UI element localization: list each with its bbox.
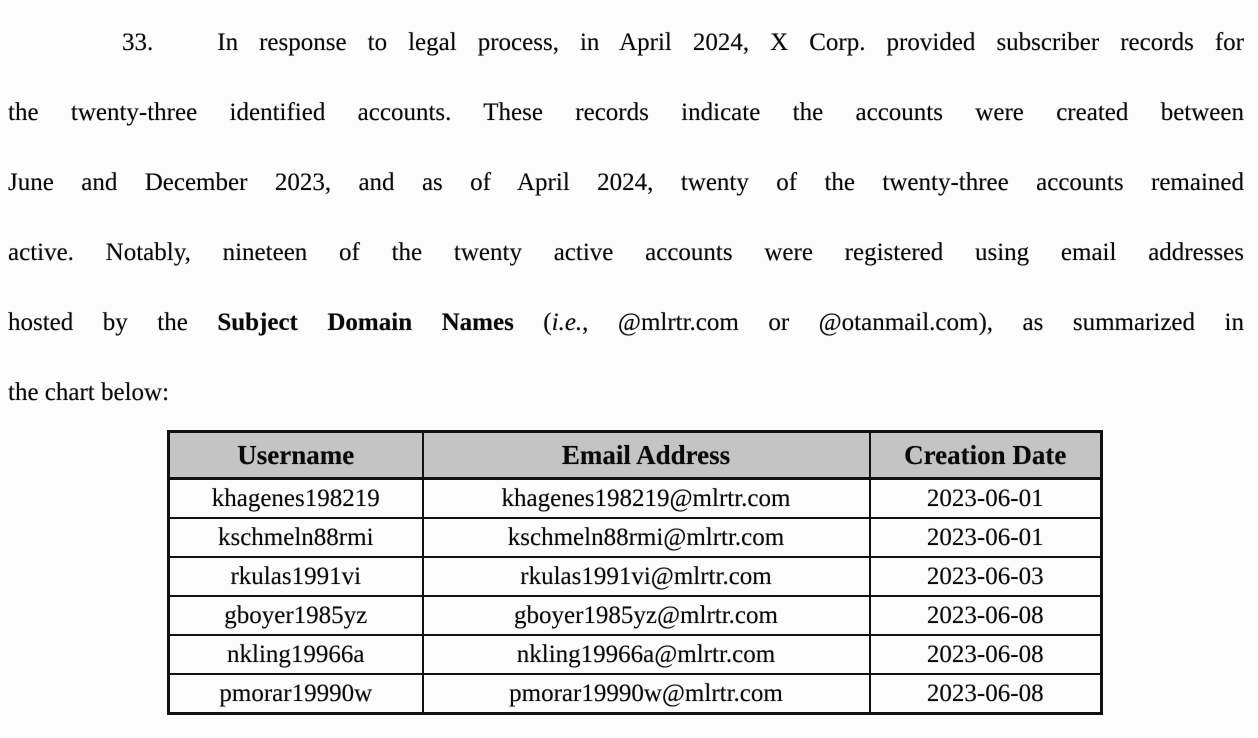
- email-cell: kschmeln88rmi@mlrtr.com: [423, 518, 870, 557]
- email-cell: rkulas1991vi@mlrtr.com: [423, 557, 870, 596]
- table-row: [169, 635, 1102, 674]
- creation-date-cell: 2023-06-01: [870, 518, 1102, 557]
- creation-date-cell: 2023-06-01: [870, 479, 1102, 519]
- table-header-row: [169, 432, 1102, 479]
- creation-date-cell: 2023-06-03: [870, 557, 1102, 596]
- col-header-creation-date: Creation Date: [870, 432, 1102, 479]
- accounts-table: [167, 430, 1103, 715]
- creation-date-cell: 2023-06-08: [870, 674, 1102, 714]
- username-cell: kschmeln88rmi: [169, 518, 423, 557]
- col-header-email-address: Email Address: [423, 432, 870, 479]
- ie-italic: i.e.: [551, 309, 583, 336]
- subject-domain-names-bold: Subject Domain Names: [217, 309, 514, 336]
- accounts-table-body: [169, 479, 1102, 714]
- paragraph-line-5: [8, 288, 1244, 358]
- email-cell: khagenes198219@mlrtr.com: [423, 479, 870, 519]
- paragraph-line-1-text: In response to legal process, in April 2024, X Corp. provided subscriber records for: [217, 29, 1244, 56]
- paragraph-number: 33.: [122, 29, 154, 56]
- paragraph-line-6: the chart below:: [8, 379, 170, 406]
- paragraph-line-3: June and December 2023, and as of April 2024, twenty of the twenty-three accounts remained: [8, 169, 1244, 196]
- username-cell: nkling19966a: [169, 635, 423, 674]
- paragraph-line-2: the twenty-three identified accounts. These records indicate the accounts were created between: [8, 99, 1244, 126]
- username-cell: khagenes198219: [169, 479, 423, 519]
- creation-date-cell: 2023-06-08: [870, 635, 1102, 674]
- line-5-post: , @mlrtr.com or @otanmail.com), as summarized in: [582, 309, 1244, 336]
- email-cell: pmorar19990w@mlrtr.com: [423, 674, 870, 714]
- table-row: [169, 518, 1102, 557]
- paragraph-line-4: active. Notably, nineteen of the twenty active accounts were registered using email addresses: [8, 239, 1244, 266]
- table-row: [169, 479, 1102, 519]
- table-row: [169, 596, 1102, 635]
- email-cell: gboyer1985yz@mlrtr.com: [423, 596, 870, 635]
- paragraph-line-1: [8, 8, 1244, 78]
- username-cell: pmorar19990w: [169, 674, 423, 714]
- line-5-pre: hosted by the: [8, 309, 218, 336]
- username-cell: rkulas1991vi: [169, 557, 423, 596]
- username-cell: gboyer1985yz: [169, 596, 423, 635]
- line-5-mid: (: [513, 309, 552, 336]
- col-header-username: Username: [169, 432, 423, 479]
- paragraph-33: [8, 8, 1244, 428]
- email-cell: nkling19966a@mlrtr.com: [423, 635, 870, 674]
- table-row: [169, 557, 1102, 596]
- creation-date-cell: 2023-06-08: [870, 596, 1102, 635]
- table-row: [169, 674, 1102, 714]
